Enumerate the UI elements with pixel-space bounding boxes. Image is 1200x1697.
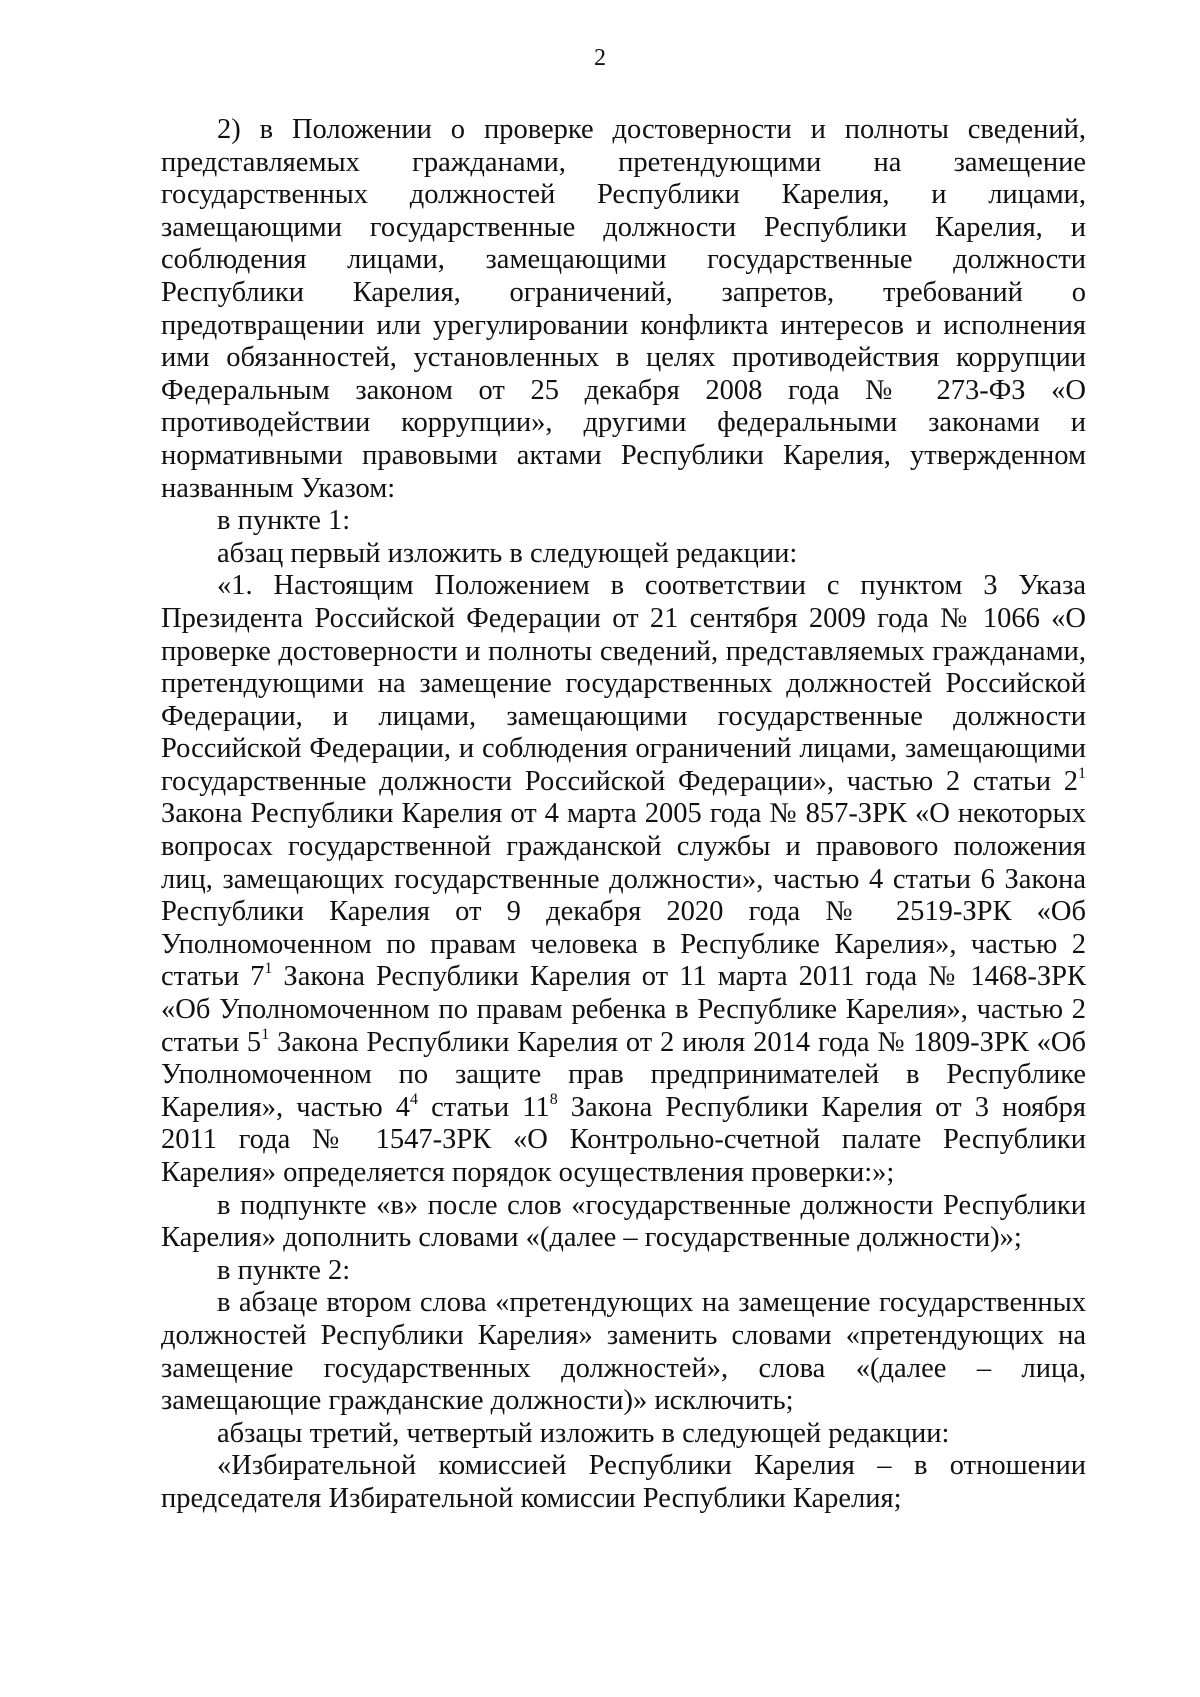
paragraph-point-2 bbox=[161, 1255, 1086, 1288]
superscript: 1 bbox=[1078, 764, 1086, 782]
paragraph-text: статьи 11 bbox=[417, 1091, 550, 1123]
paragraph-third-fourth-abzac bbox=[161, 1418, 1086, 1451]
paragraph-text: в пункте 1: bbox=[217, 505, 351, 537]
paragraph-text: абзац первый изложить в следующей редакции: bbox=[217, 537, 798, 569]
document-body bbox=[161, 114, 1086, 1516]
paragraph-text: Закона Республики Карелия от 3 ноября 2011 года № 1547-ЗРК «О Контрольно-счетной палате Республики Карелия» определяется порядок осуществления проверки:»; bbox=[161, 1091, 1086, 1188]
paragraph-text: абзацы третий, четвертый изложить в следующей редакции: bbox=[217, 1417, 950, 1449]
superscript: 1 bbox=[261, 1025, 270, 1043]
paragraph-text: «Избирательной комиссией Республики Карелия – в отношении председателя Избирательной комиссии Республики Карелия; bbox=[161, 1450, 1086, 1514]
page-number: 2 bbox=[594, 45, 606, 71]
paragraph-subpoint-v bbox=[161, 1190, 1086, 1255]
superscript: 4 bbox=[409, 1090, 418, 1108]
superscript: 1 bbox=[264, 960, 273, 978]
paragraph-text: Закона Республики Карелия от 4 марта 2005 года № 857-ЗРК «О некоторых вопросах государственной гражданской службы и правового положения лиц, замещающих государственные должности», частью 4 статьи 6 Закона Республики Карелия от 9 декабря 2020 года № 2519-ЗРК «Об Уполномоченном по правам человека в Республике Карелия», частью 2 статьи 7 bbox=[161, 798, 1086, 993]
paragraph-text: в пункте 2: bbox=[217, 1254, 351, 1286]
paragraph-text: Закона Республики Карелия от 11 марта 2011 года № 1468-ЗРК «Об Уполномоченном по правам ребенка в Республике Карелия», частью 2 статьи 5 bbox=[161, 961, 1086, 1058]
paragraph-election-commission bbox=[161, 1450, 1086, 1515]
paragraph-new-wording-point-1 bbox=[161, 570, 1086, 1189]
paragraph-text: 2) в Положении о проверке достоверности и полноты сведений, представляемых гражданами, претендующими на замещение государственных должностей Республики Карелия, и лицами, замещающими государственные должности Республики Карелия, и соблюдения лицами, замещающими государственные должности Республики Карелия, ограничений, запретов, требований о предотвращении или урегулировании конфликта интересов и исполнения ими обязанностей, установленных в целях противодействия коррупции Федеральным законом от 25 декабря 2008 года № 273-ФЗ «О противодействии коррупции», другими федеральными законами и нормативными правовыми актами Республики Карелия, утвержденном названным Указом: bbox=[161, 114, 1086, 504]
paragraph-text: в абзаце втором слова «претендующих на замещение государственных должностей Республики Карелия» заменить словами «претендующих на замещение государственных должностей», слова «(далее – лица, замещающие гражданские должности)» исключить; bbox=[161, 1287, 1086, 1417]
paragraph-text: Закона Республики Карелия от 2 июля 2014 года № 1809-ЗРК «Об Уполномоченном по защите прав предпринимателей в Республике Карелия», частью 4 bbox=[161, 1026, 1086, 1123]
paragraph-first-abzac bbox=[161, 538, 1086, 571]
paragraph-amendment-2 bbox=[161, 114, 1086, 505]
superscript: 8 bbox=[549, 1090, 558, 1108]
paragraph-text: в подпункте «в» после слов «государственные должности Республики Карелия» дополнить словами «(далее – государственные должности)»; bbox=[161, 1189, 1086, 1254]
paragraph-point-1 bbox=[161, 505, 1086, 538]
paragraph-text: «1. Настоящим Положением в соответствии с пунктом 3 Указа Президента Российской Федерации от 21 сентября 2009 года № 1066 «О проверке достоверности и полноты сведений, представляемых гражданами, претендующими на замещение государственных должностей Российской Федерации, и лицами, замещающими государственные должности Российской Федерации, и соблюдения ограничений лицами, замещающими государственные должности Российской Федерации», частью 2 статьи 2 bbox=[161, 570, 1086, 797]
paragraph-second-abzac bbox=[161, 1287, 1086, 1417]
